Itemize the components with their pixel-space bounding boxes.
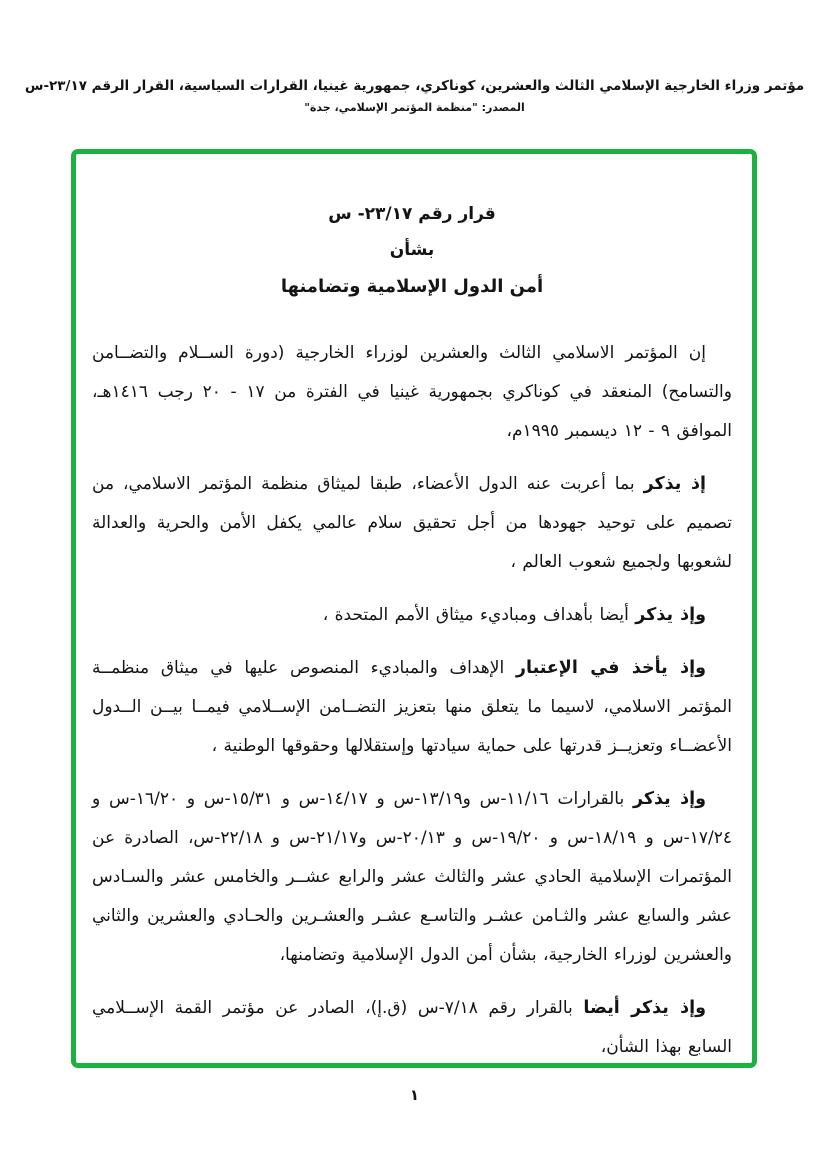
source-header [0,78,829,114]
source-header-line1: مؤتمر وزراء الخارجية الإسلامي الثالث والعشرين، كوناكري، جمهورية غينيا، القرارات السياسية، القرار الرقم ٢٣/١٧-س [24,78,805,94]
title-subject: أمن الدول الإسلامية وتضامنها [280,276,544,297]
paragraph-recalling-1 [92,465,732,582]
paragraph-lead: وإذ يذكر [632,789,706,809]
document-title [92,196,732,306]
paragraph-lead: وإذ يذكر أيضا [583,998,706,1018]
paragraph-preamble [92,334,732,451]
paragraph-text: بالقرار رقم ٧/١٨-س (ق.إ)، الصادر عن مؤتمر القمة الإســلامي السابع بهذا الشأن، [92,998,732,1057]
paragraph-text: بما أعربت عنه الدول الأعضاء، طبقا لميثاق منظمة المؤتمر الاسلامي، من تصميم على توحيد جهودها من أجل تحقيق سلام عالمي يكفل الأمن والحرية والعدالة لشعوبها ولجميع شعوب العالم ، [92,474,732,572]
document-content [92,196,732,1081]
paragraph-text: إن المؤتمر الاسلامي الثالث والعشرين لوزراء الخارجية (دورة الســلام والتضــامن والتسامح) المنعقد في كوناكري بجمهورية غينيا في الفترة من ١٧ - ٢٠ رجب ١٤١٦هـ، الموافق ٩ - ١٢ ديسمبر ١٩٩٥م، [92,343,732,441]
paragraph-recalling-2 [92,596,732,635]
paragraph-summit-resolution [92,989,732,1067]
paragraph-text: بالقرارات ١١/١٦-س و١٣/١٩-س و ١٤/١٧-س و ١٥/٣١-س و ١٦/٢٠-س و ١٧/٢٤-س و ١٨/١٩-س و ١٩/٢٠-س و ٢٠/١٣-س و٢١/١٧-س و ٢٢/١٨-س، الصادرة عن المؤتمرات الإسلامية الحادي عشر والثالث عشر والرابع عشــر والخامس عشر والسـادس عشر والسابع عشر والثـامن عشـر والتاسـع عشـر والعشـرين والحـادي والعشرين والثاني والعشرين لوزراء الخارجية، بشأن أمن الدول الإسلامية وتضامنها، [92,789,733,965]
paragraph-lead: وإذ يأخذ في الإعتبار [515,658,707,678]
resolution-number-title: قرار رقم ٢٣/١٧- س [328,204,496,224]
paragraph-lead: وإذ يذكر [635,605,706,625]
page-number: ١ [409,1086,420,1104]
paragraph-lead: إذ يذكر [643,474,706,494]
paragraph-text: الإهداف والمباديء المنصوص عليها في ميثاق منظمــة المؤتمر الاسلامي، لاسيما ما يتعلق منها بتعزيز التضــامن الإســلامي فيمــا بيــن الــدول الأعضــاء وتعزيــز قدرتها على حماية سيادتها وإستقلالها وحقوقها الوطنية ، [92,658,732,756]
paragraph-considering [92,649,732,766]
title-regarding: بشأن [389,240,435,260]
paragraph-text: أيضا بأهداف ومباديء ميثاق الأمم المتحدة ، [322,605,636,625]
source-header-line2: المصدر: "منظمة المؤتمر الإسلامي، جدة" [304,101,525,114]
document-body [92,334,732,1067]
paragraph-resolutions-list [92,780,732,975]
